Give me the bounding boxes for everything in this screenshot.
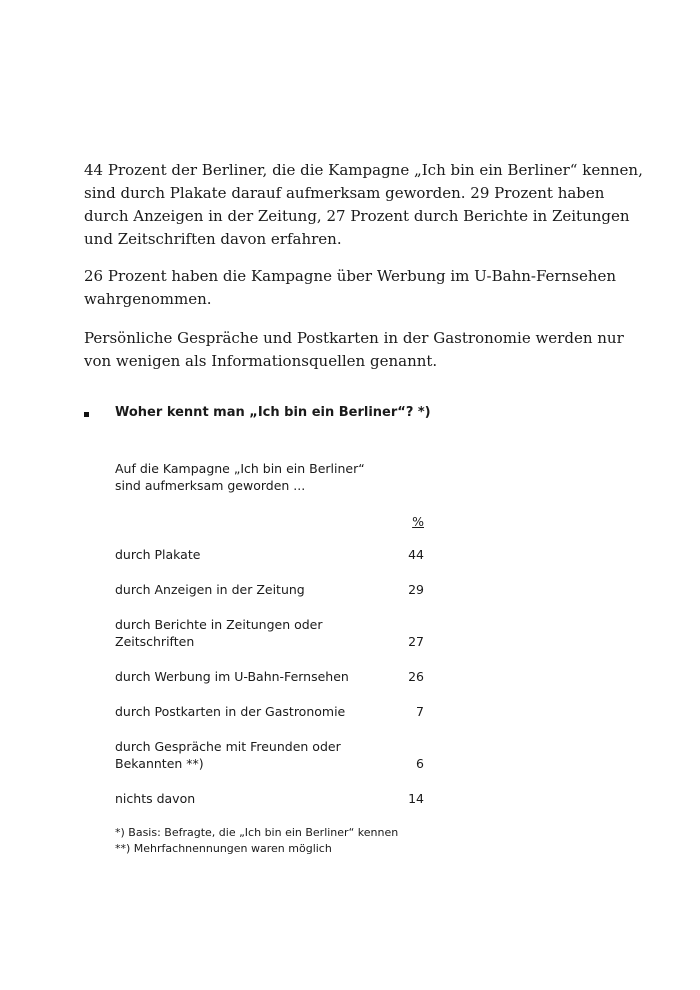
- row-label: [115, 738, 355, 772]
- footnotes: [115, 825, 398, 857]
- table-row: [115, 790, 424, 807]
- table-row: [115, 738, 424, 772]
- table-row: [115, 581, 424, 598]
- row-label: [115, 616, 355, 650]
- row-label-line-1: durch Anzeigen in der Zeitung: [115, 582, 305, 597]
- row-value: 14: [408, 791, 424, 806]
- row-label-line-2: Bekannten **): [115, 756, 204, 771]
- paragraph-3: Persönliche Gespräche und Postkarten in der Gastronomie werden nur von wenigen als Informationsquellen genannt.: [84, 329, 624, 370]
- footnote-2: **) Mehrfachnennungen waren möglich: [115, 842, 332, 855]
- row-value: 26: [408, 669, 424, 684]
- square-bullet-icon: [84, 412, 89, 417]
- table-intro: [115, 460, 415, 494]
- row-label: [115, 581, 355, 598]
- row-value: 29: [408, 582, 424, 597]
- row-label: [115, 703, 355, 720]
- table-intro-line-2: sind aufmerksam geworden ...: [115, 478, 306, 493]
- row-label-line-1: nichts davon: [115, 791, 196, 806]
- footnote-1: *) Basis: Befragte, die „Ich bin ein Berliner“ kennen: [115, 826, 399, 839]
- row-label-line-1: durch Plakate: [115, 547, 201, 562]
- row-label: [115, 668, 355, 685]
- row-label-line-1: durch Gespräche mit Freunden oder: [115, 739, 341, 754]
- row-value: 7: [416, 704, 424, 719]
- row-label-line-1: durch Postkarten in der Gastronomie: [115, 704, 346, 719]
- section-heading: Woher kennt man „Ich bin ein Berliner“? *): [115, 405, 431, 420]
- row-value: 44: [408, 547, 424, 562]
- paragraph-1: 44 Prozent der Berliner, die die Kampagne „Ich bin ein Berliner“ kennen, sind durch Plakate darauf aufmerksam geworden. 29 Prozent haben durch Anzeigen in der Zeitung, 27 Prozent durch Berichte in Zeitungen und Zeitschriften davon erfahren.: [84, 161, 643, 248]
- row-label: [115, 790, 355, 807]
- table-row: [115, 703, 424, 720]
- row-label: [115, 546, 355, 563]
- table-row: [115, 616, 424, 650]
- row-label-line-1: durch Berichte in Zeitungen oder: [115, 617, 323, 632]
- table-row: [115, 668, 424, 685]
- percent-column-header: %: [412, 514, 424, 529]
- row-value: 27: [408, 634, 424, 649]
- row-label-line-2: Zeitschriften: [115, 634, 195, 649]
- paragraph-2: 26 Prozent haben die Kampagne über Werbung im U-Bahn-Fernsehen wahrgenommen.: [84, 267, 617, 308]
- table-row: [115, 546, 424, 563]
- row-value: 6: [416, 756, 424, 771]
- row-label-line-1: durch Werbung im U-Bahn-Fernsehen: [115, 669, 349, 684]
- table-intro-line-1: Auf die Kampagne „Ich bin ein Berliner“: [115, 461, 365, 476]
